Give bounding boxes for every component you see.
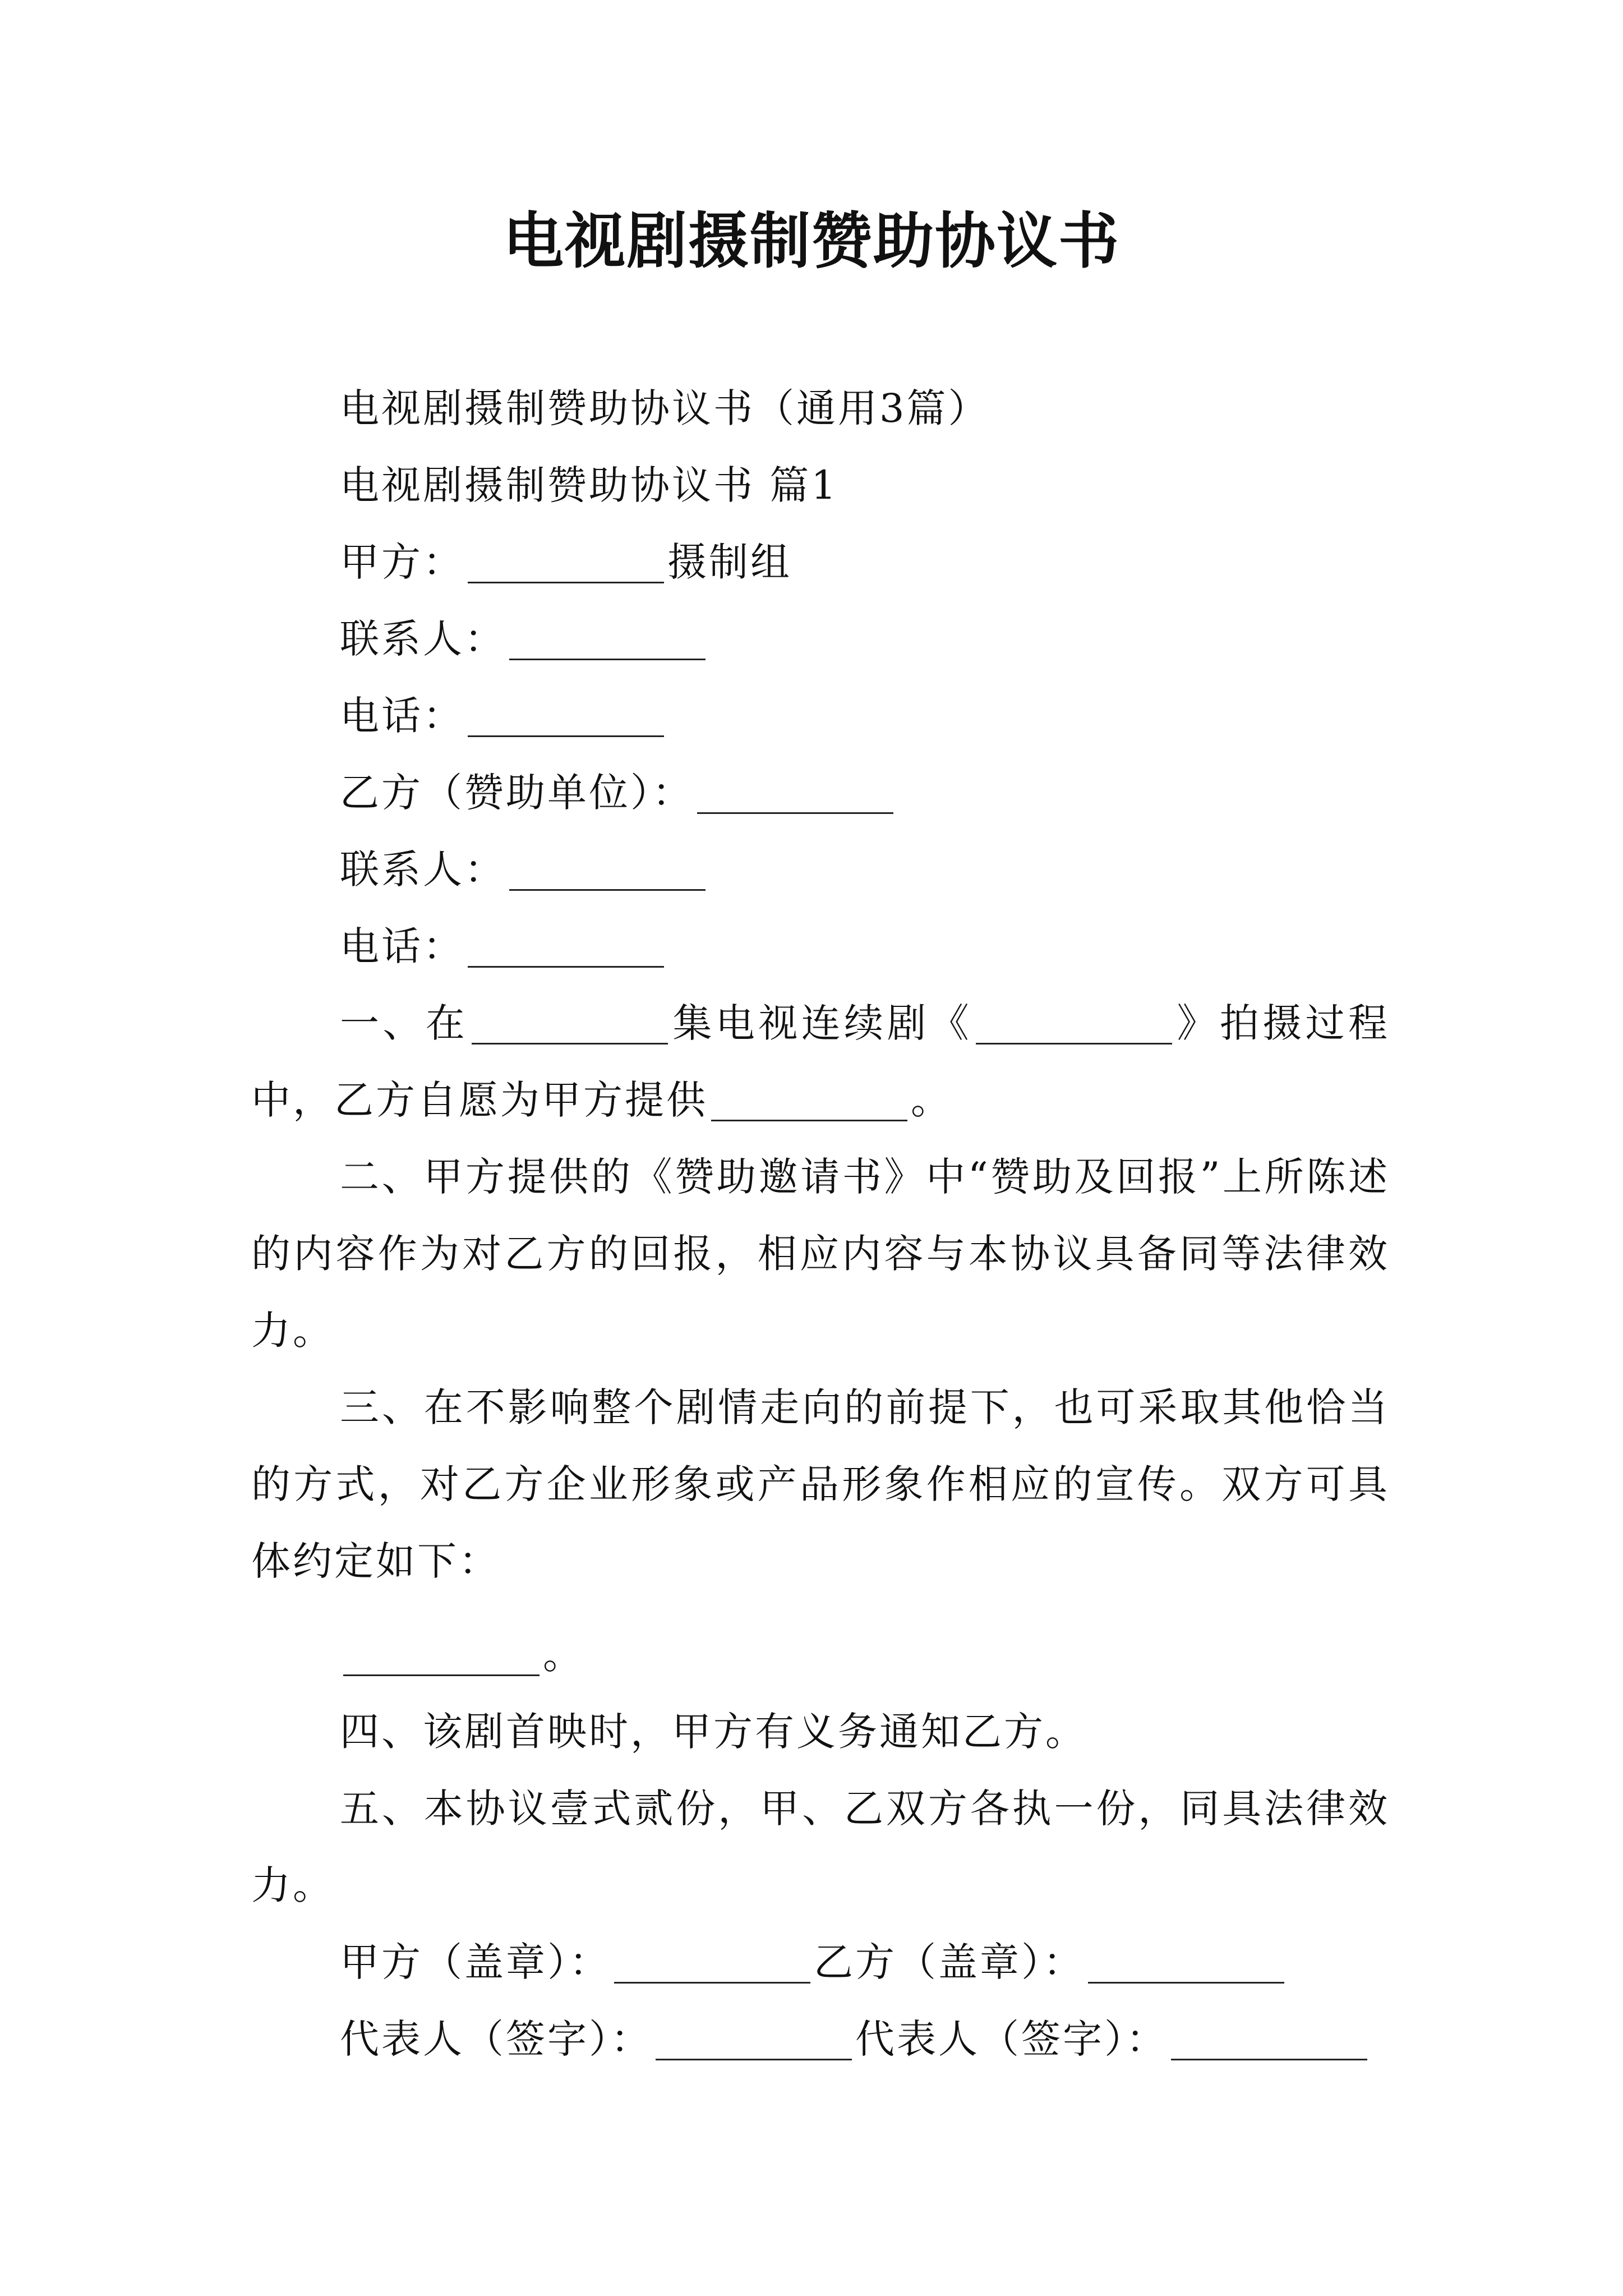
- party-b-label: 乙方（赞助单位）：: [340, 770, 694, 816]
- clause-3: 三、在不影响整个剧情走向的前提下，也可采取其他恰当的方式，对乙方企业形象或产品形象作相应的宣传。双方可具体约定如下：: [251, 1384, 1390, 1584]
- party-a-contact-line: [251, 601, 1390, 678]
- party-b-contact-line: [251, 831, 1390, 908]
- party-a-phone-line: [251, 678, 1390, 754]
- party-a-phone-blank: [468, 696, 664, 737]
- party-a-phone-label: 电话：: [340, 693, 464, 739]
- signature-rep-line: [251, 2001, 1390, 2078]
- section-heading: 电视剧摄制赞助协议书 篇1: [340, 462, 838, 508]
- clause-1-provide-blank: [711, 1080, 907, 1121]
- party-a-label: 甲方：: [340, 539, 464, 585]
- party-a-seal-label: 甲方（盖章）：: [340, 1939, 611, 1985]
- party-b-line: [251, 754, 1390, 831]
- clause-1-episodes-blank: [472, 1004, 668, 1045]
- clause-1-series-blank: [976, 1004, 1172, 1045]
- document-title: 电视剧摄制赞助协议书: [502, 206, 1120, 277]
- party-b-seal-label: 乙方（盖章）：: [814, 1939, 1085, 1985]
- party-b-phone-blank: [468, 927, 664, 968]
- clause-3-terms-line: 。: [251, 1617, 1390, 1694]
- party-a-blank: [468, 542, 664, 583]
- party-a-seal-blank: [614, 1943, 810, 1984]
- clause-1: 一、在 集电视连续剧《 》拍摄过程中，乙方自愿为甲方提供 。: [251, 1000, 1390, 1123]
- party-b-seal-blank: [1088, 1943, 1284, 1984]
- document-body: [251, 370, 1390, 2078]
- party-a-contact-label: 联系人：: [340, 616, 506, 662]
- party-a-rep-blank: [656, 2019, 852, 2060]
- party-b-contact-label: 联系人：: [340, 846, 506, 892]
- clause-5: 五、本协议壹式贰份，甲、乙双方各执一份，同具法律效力。: [251, 1786, 1390, 1908]
- clause-2: 二、甲方提供的《赞助邀请书》中“赞助及回报”上所陈述的内容作为对乙方的回报，相应内容与本协议具备同等法律效力。: [251, 1154, 1390, 1354]
- party-a-line: [251, 524, 1390, 601]
- party-b-rep-label: 代表人（签字）：: [855, 2016, 1168, 2062]
- party-a-contact-blank: [509, 619, 706, 660]
- party-b-phone-line: [251, 908, 1390, 985]
- party-a-suffix: 摄制组: [667, 539, 792, 585]
- party-b-rep-blank: [1171, 2019, 1367, 2060]
- clause-3-terms-blank: [343, 1635, 540, 1676]
- party-a-rep-label: 代表人（签字）：: [340, 2016, 652, 2062]
- party-b-contact-blank: [509, 850, 706, 891]
- document-subtitle: 电视剧摄制赞助协议书（通用3篇）: [340, 385, 990, 431]
- signature-seal-line: [251, 1924, 1390, 2001]
- party-b-phone-label: 电话：: [340, 923, 464, 969]
- spacer: [251, 1600, 1390, 1617]
- clause-4: 四、该剧首映时，甲方有义务通知乙方。: [340, 1709, 1087, 1755]
- party-b-blank: [697, 773, 893, 814]
